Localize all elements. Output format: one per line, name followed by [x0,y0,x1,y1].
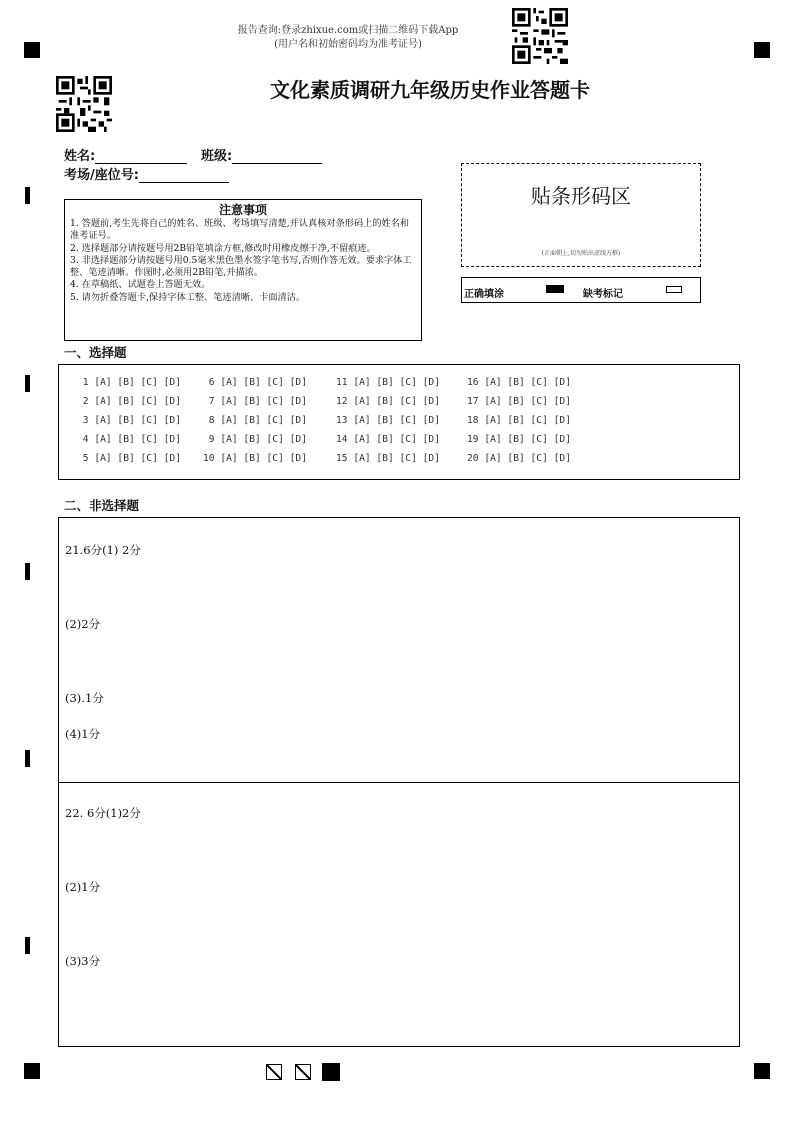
corner-mark-top-left [24,42,40,58]
page-title: 文化素质调研九年级历史作业答题卡 [270,78,590,102]
choice-item[interactable]: 14 [A] [B] [C] [D] [336,434,440,445]
notice-title: 注意事项 [218,203,267,217]
correct-fill-sample [546,285,564,293]
card-qr-code [56,76,112,132]
answer-area-q21[interactable] [58,517,740,783]
class-field[interactable] [201,145,322,164]
name-field[interactable] [64,145,187,164]
choice-item[interactable]: 18 [A] [B] [C] [D] [467,415,571,426]
top-qr-code [512,8,568,64]
choice-item[interactable]: 10 [A] [B] [C] [D] [203,453,307,464]
choice-item[interactable]: 1 [A] [B] [C] [D] [77,377,181,388]
q22-heading: 22. 6分(1)2分 [65,806,141,820]
notice-item: 3. 非选择题部分请按题号用0.5毫米黑色墨水签字笔书写,否则作答无效。要求字体工整、笔迹清晰。作图时,必须用2B铅笔,并描浓。 [70,254,412,279]
q21-part4-label: (4)1分 [65,727,101,741]
choice-item[interactable]: 11 [A] [B] [C] [D] [336,377,440,388]
choice-answer-grid [58,364,740,480]
room-seat-label: 考场/座位号: [64,168,139,183]
q21-heading: 21.6分(1) 2分 [65,543,141,557]
page-id-slash-mark [266,1064,282,1080]
notice-item: 2. 选择题部分请按题号用2B铅笔填涂方框,修改时用橡皮擦干净,不留痕迹。 [70,242,376,254]
section-choice-title: 一、选择题 [64,345,127,360]
choice-item[interactable]: 3 [A] [B] [C] [D] [77,415,181,426]
room-seat-field[interactable] [64,164,229,183]
report-query-note [208,24,488,52]
choice-item[interactable]: 20 [A] [B] [C] [D] [467,453,571,464]
choice-item[interactable]: 13 [A] [B] [C] [D] [336,415,440,426]
choice-item[interactable]: 8 [A] [B] [C] [D] [203,415,307,426]
notice-item: 5. 请勿折叠答题卡,保持字体工整、笔迹清晰、卡面清洁。 [70,291,306,303]
name-label: 姓名: [64,149,96,164]
barcode-area [461,163,701,267]
corner-mark-bottom-right [754,1063,770,1079]
choice-item[interactable]: 16 [A] [B] [C] [D] [467,377,571,388]
q22-part3-label: (3)3分 [65,954,101,968]
section-nonchoice-title: 二、非选择题 [64,498,140,513]
absent-mark-label: 缺考标记 [583,289,623,300]
absent-mark-checkbox[interactable] [666,286,682,293]
class-label: 班级: [201,149,233,164]
report-query-line: 报告查询:登录zhixue.com或扫描二维码下载App [237,25,459,36]
q21-part3-label: (3).1分 [65,691,104,705]
choice-item[interactable]: 17 [A] [B] [C] [D] [467,396,571,407]
corner-mark-top-right [754,42,770,58]
choice-item[interactable]: 2 [A] [B] [C] [D] [77,396,181,407]
name-line[interactable] [95,151,187,164]
barcode-hint: (正面朝上,切勿贴出虚线方框) [541,250,621,257]
room-seat-line[interactable] [139,170,229,183]
timing-mark [25,750,30,767]
choice-item[interactable]: 7 [A] [B] [C] [D] [203,396,307,407]
page-id-slash-mark [295,1064,311,1080]
q21-part2-label: (2)2分 [65,617,101,631]
page-id-solid-mark [322,1063,340,1081]
timing-mark [25,937,30,954]
notice-box [64,199,422,341]
fill-example-box [461,277,701,303]
notice-item: 1. 答题前,考生先将自己的姓名、班级、考场填写清楚,并认真核对条形码上的姓名和准考证号。 [70,218,410,242]
report-query-hint: (用户名和初始密码均为准考证号) [274,39,422,50]
choice-item[interactable]: 6 [A] [B] [C] [D] [203,377,307,388]
class-line[interactable] [232,151,322,164]
choice-item[interactable]: 4 [A] [B] [C] [D] [77,434,181,445]
barcode-title: 贴条形码区 [531,184,631,208]
choice-item[interactable]: 12 [A] [B] [C] [D] [336,396,440,407]
answer-area-q22[interactable] [58,782,740,1047]
timing-mark [25,563,30,580]
q22-part2-label: (2)1分 [65,880,101,894]
correct-fill-label: 正确填涂 [464,289,504,300]
choice-item[interactable]: 15 [A] [B] [C] [D] [336,453,440,464]
timing-mark [25,187,30,204]
timing-mark [25,375,30,392]
notice-item: 4. 在草稿纸、试题卷上答题无效。 [70,279,211,291]
choice-item[interactable]: 19 [A] [B] [C] [D] [467,434,571,445]
choice-item[interactable]: 5 [A] [B] [C] [D] [77,453,181,464]
corner-mark-bottom-left [24,1063,40,1079]
choice-item[interactable]: 9 [A] [B] [C] [D] [203,434,307,445]
